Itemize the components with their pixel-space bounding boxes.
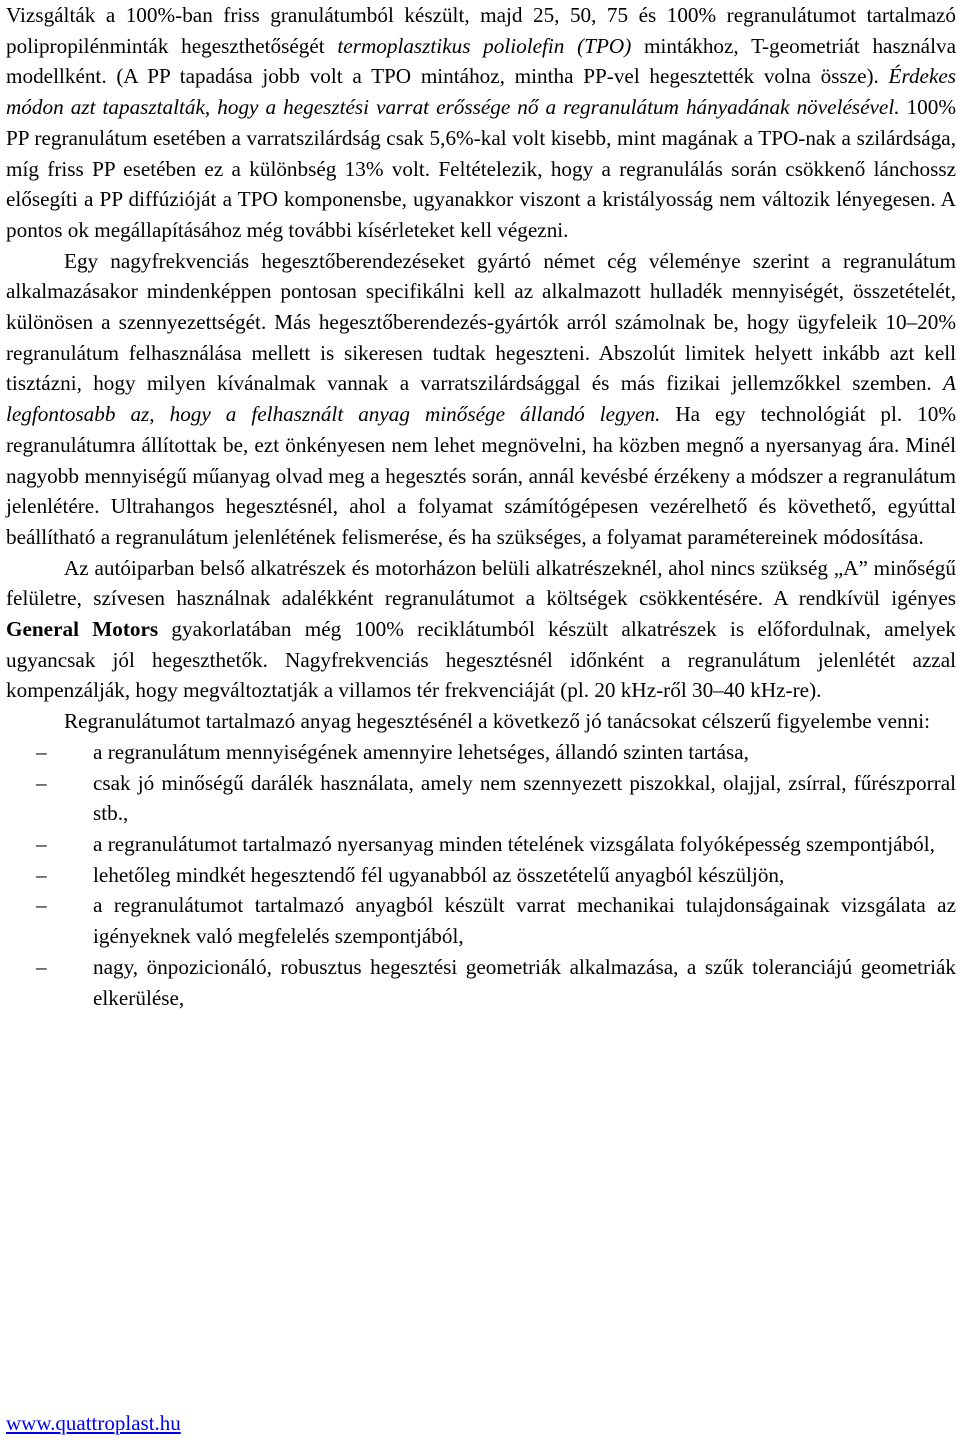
list-item xyxy=(6,952,956,1013)
paragraph-advice-intro xyxy=(6,706,956,737)
dash-bullet: – xyxy=(36,831,47,856)
footer-website-link[interactable]: www.quattroplast.hu xyxy=(6,1411,181,1435)
list-item-text: lehetőleg mindkét hegesztendő fél ugyanabból az összetételű anyagból készüljön, xyxy=(93,862,785,887)
text-run: Egy nagyfrekvenciás hegesztőberendezéseket gyártó német cég véleménye szerint a regranulátum alkalmazásakor mindenképpen pontosan specifikálni kell az alkalmazott hulladék mennyiségét, összetételét, különösen a szennyezettségét. Más hegesztőberendezés-gyártók arról számolnak be, hogy ügyfeleik 10–20% regranulátum felhasználása mellett is sikeresen tudtak hegeszteni. Abszolút limitek helyett inkább azt kell tisztázni, hogy milyen kívánalmak vannak a varratszilárdsággal és más fizikai jellemzőkkel szemben. xyxy=(6,248,956,396)
text-run: Vizsgálták a 100%-ban friss granulátumból készült, majd 25, 50, 75 és 100% regranulátumot tartalmazó polipropilénminták hegeszthetőségét xyxy=(6,3,956,58)
italic-emphasis: Érdekes módon azt tapasztalták, hogy a hegesztési varrat erőssége nő a regranulátum hányadának növelésével. xyxy=(6,64,956,120)
paragraph-manufacturer-opinions xyxy=(6,246,956,553)
paragraph-tpo-welding-study xyxy=(6,0,956,246)
dash-bullet: – xyxy=(36,770,47,795)
dash-bullet: – xyxy=(36,739,47,764)
list-item-text: nagy, önpozicionáló, robusztus hegesztési geometriák alkalmazása, a szűk toleranciájú geometriák elkerülése, xyxy=(93,954,956,1010)
italic-emphasis: A legfontosabb az, hogy a felhasznált anyag minősége állandó legyen. xyxy=(6,371,956,427)
document-page xyxy=(6,0,956,1013)
text-run: 100% PP regranulátum esetében a varratszilárdság csak 5,6%-kal volt kisebb, mint magának a TPO-nak a szilárdsága, míg friss PP esetében ez a különbség 13% volt. Feltételezik, hogy a regranulálás során csökkenő lánchossz elősegíti a PP diffúzióját a TPO komponensbe, ugyanakkor viszont a kristályosság nem változik lényegesen. A pontos ok megállapításához még további kísérleteket kell végezni. xyxy=(6,95,956,242)
list-item xyxy=(6,768,956,829)
paragraph-automotive-usage xyxy=(6,553,956,707)
italic-emphasis: termoplasztikus poliolefin (TPO) xyxy=(337,33,632,58)
advice-list xyxy=(6,737,956,1013)
list-item xyxy=(6,737,956,768)
text-run: Az autóiparban belső alkatrészek és motorházon belüli alkatrészeknél, ahol nincs szükség „A” minőségű felületre, szívesen használnak adalékként regranulátumot a költségek csökkentésére. A rendkívül igényes xyxy=(6,555,956,611)
dash-bullet: – xyxy=(36,893,47,918)
list-item xyxy=(6,890,956,951)
text-run: mintákhoz, T-geometriát használva modellként. (A PP tapadása jobb volt a TPO mintához, mintha PP-vel hegesztették volna össze). xyxy=(6,33,956,89)
list-item-text: csak jó minőségű darálék használata, amely nem szennyezett piszokkal, olajjal, zsírral, fűrészporral stb., xyxy=(93,770,956,826)
dash-bullet: – xyxy=(36,862,47,887)
list-item-text: a regranulátum mennyiségének amennyire lehetséges, állandó szinten tartása, xyxy=(93,739,749,764)
list-item-text: a regranulátumot tartalmazó anyagból készült varrat mechanikai tulajdonságainak vizsgálata az igényeknek való megfelelés szempontjából, xyxy=(93,893,956,949)
dash-bullet: – xyxy=(36,954,47,979)
list-item xyxy=(6,829,956,860)
bold-emphasis: General Motors xyxy=(6,617,159,642)
text-run: Regranulátumot tartalmazó anyag hegesztésénél a következő jó tanácsokat célszerű figyelembe venni: xyxy=(64,709,930,734)
text-run: gyakorlatában még 100% reciklátumból készült alkatrészek is előfordulnak, amelyek ugyancsak jól hegeszthetők. Nagyfrekvenciás hegesztésnél időnként a regranulátum jelenlétét azzal kompenzálják, hogy megváltoztatják a villamos tér frekvenciáját (pl. 20 kHz-ről 30–40 kHz-re). xyxy=(6,617,956,703)
list-item xyxy=(6,860,956,891)
text-run: Ha egy technológiát pl. 10% regranulátumra állítottak be, ezt önkényesen nem lehet megnövelni, ha közben megnő a nyersanyag ára. Minél nagyobb mennyiségű műanyag olvad meg a hegesztés során, annál kevésbé érzékeny a módszer a regranulátum jelenlétére. Ultrahangos hegesztésnél, ahol a folyamat számítógépesen vezérelhető és követhető, egyúttal beállítható a regranulátum jelenlétének felismerése, és ha szükséges, a folyamat paramétereinek módosítása. xyxy=(6,402,956,549)
list-item-text: a regranulátumot tartalmazó nyersanyag minden tételének vizsgálata folyóképesség szempontjából, xyxy=(93,831,935,856)
